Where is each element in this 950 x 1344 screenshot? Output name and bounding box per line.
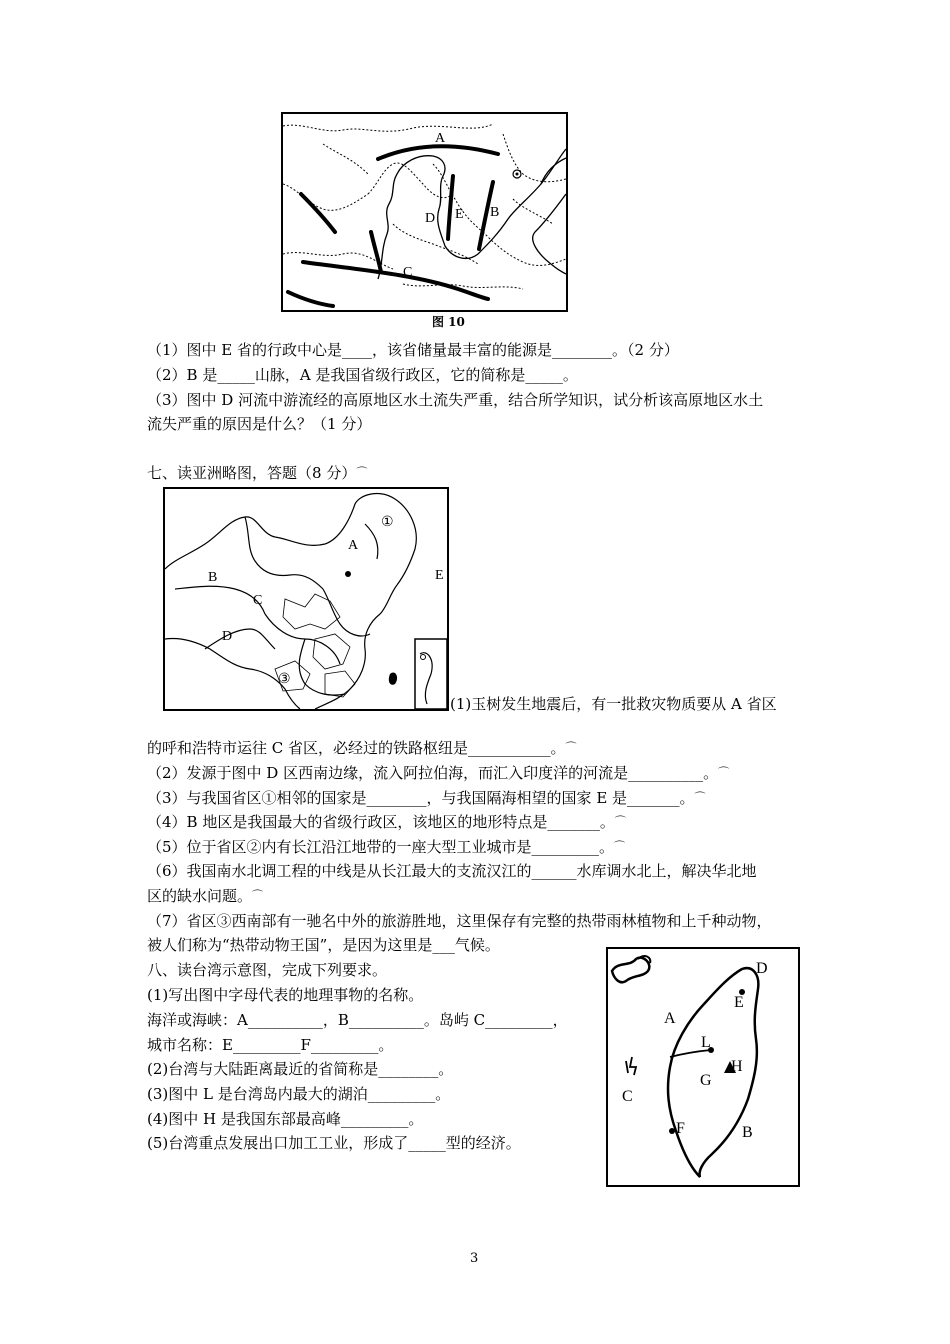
q6-line-4: 流失严重的原因是什么？（1 分）	[147, 415, 372, 433]
q6-line-2: （2）B 是_____山脉，A 是我国省级行政区，它的简称是_____。	[147, 366, 578, 384]
fig10-label-d: D	[425, 211, 436, 226]
edit-mark-icon: ⌒	[252, 889, 264, 902]
q7-line-8	[147, 886, 263, 906]
q8-line-7: (5)台湾重点发展出口加工工业，形成了_____型的经济。	[147, 1134, 521, 1152]
fig10-label-b: B	[490, 205, 500, 220]
edit-mark-icon: ⌒	[614, 840, 626, 853]
asia-label-p3: ③	[278, 672, 291, 687]
q7-line-3-text: （2）发源于图中 D 区西南边缘，流入阿拉伯海，而汇入印度洋的河流是__________。	[147, 764, 719, 782]
page-number: 3	[470, 1251, 479, 1266]
q8-line-2: 海洋或海峡：A__________，B__________。岛屿 C_________，	[147, 1011, 568, 1029]
edit-mark-icon: ⌒	[614, 815, 626, 828]
q8-line-3: 城市名称：E_________F_________。	[147, 1036, 394, 1054]
q8-line-4: (2)台湾与大陆距离最近的省简称是________。	[147, 1060, 454, 1078]
asia-label-a: A	[348, 538, 359, 553]
edit-mark-icon: ⌒	[694, 791, 706, 804]
q8-line-5: (3)图中 L 是台湾岛内最大的湖泊_________。	[147, 1085, 451, 1103]
q7-line-6	[147, 837, 625, 857]
q8-line-1: (1)写出图中字母代表的地理事物的名称。	[147, 986, 424, 1004]
q7-line-2	[147, 738, 577, 758]
q7-line-7: （6）我国南水北调工程的中线是从长江最大的支流汉江的______水库调水北上，解决华北地	[147, 862, 757, 880]
q8-line-6: (4)图中 H 是我国东部最高峰_________。	[147, 1110, 424, 1128]
q7-line-3	[147, 763, 729, 783]
taiwan-label-a: A	[664, 1010, 676, 1027]
fig10-label-a: A	[435, 131, 446, 146]
asia-sketch-map	[163, 487, 449, 711]
figure-10-map	[281, 112, 568, 312]
q7-line-2-text: 的呼和浩特市运往 C 省区，必经过的铁路枢纽是___________。	[147, 739, 566, 757]
edit-mark-icon: ⌒	[565, 741, 577, 754]
taiwan-label-h: H	[731, 1058, 743, 1075]
taiwan-label-d: D	[756, 960, 768, 977]
q7-line-4	[147, 788, 706, 808]
q7-line-8-text: 区的缺水问题。	[147, 887, 253, 905]
q7-line-10: 被人们称为“热带动物王国”，是因为这里是___气候。	[147, 936, 500, 954]
q7-line-1: (1)玉树发生地震后，有一批救灾物质要从 A 省区	[450, 695, 777, 713]
figure-10-caption: 图 10	[432, 315, 465, 329]
asia-label-b: B	[208, 570, 218, 585]
fig10-label-c: C	[403, 265, 413, 280]
q6-line-3: （3）图中 D 河流中游流经的高原地区水土流失严重，结合所学知识，试分析该高原地区水土	[147, 391, 764, 409]
q7-line-5-text: （4）B 地区是我国最大的省级行政区，该地区的地形特点是_______。	[147, 813, 615, 831]
q8-title: 八、读台湾示意图，完成下列要求。	[147, 961, 388, 979]
taiwan-sketch-map	[606, 947, 800, 1187]
edit-mark-icon: ⌒	[356, 466, 368, 479]
asia-label-p1: ①	[381, 515, 394, 530]
q7-line-5	[147, 812, 626, 832]
q7-title	[147, 463, 367, 483]
asia-label-e: E	[435, 568, 444, 583]
taiwan-label-c: C	[622, 1088, 633, 1105]
q7-title-text: 七、读亚洲略图，答题（8 分）	[147, 464, 357, 482]
q7-line-4-text: （3）与我国省区①相邻的国家是________，与我国隔海相望的国家 E 是_______。	[147, 789, 695, 807]
asia-label-d: D	[222, 629, 233, 644]
q6-line-1: （1）图中 E 省的行政中心是____，该省储量最丰富的能源是________。（2 分）	[147, 341, 679, 359]
taiwan-label-e: E	[734, 994, 744, 1011]
q7-line-9: （7）省区③西南部有一驰名中外的旅游胜地，这里保存有完整的热带雨林植物和上千种动物，	[147, 912, 772, 930]
taiwan-label-f: F	[676, 1120, 685, 1137]
q7-line-6-text: （5）位于省区②内有长江沿江地带的一座大型工业城市是_________。	[147, 838, 615, 856]
fig10-label-e: E	[455, 207, 464, 222]
taiwan-label-b: B	[742, 1124, 753, 1141]
taiwan-label-g: G	[700, 1072, 712, 1089]
taiwan-label-l: L	[701, 1034, 711, 1051]
asia-label-c: C	[253, 593, 263, 608]
edit-mark-icon: ⌒	[718, 766, 730, 779]
